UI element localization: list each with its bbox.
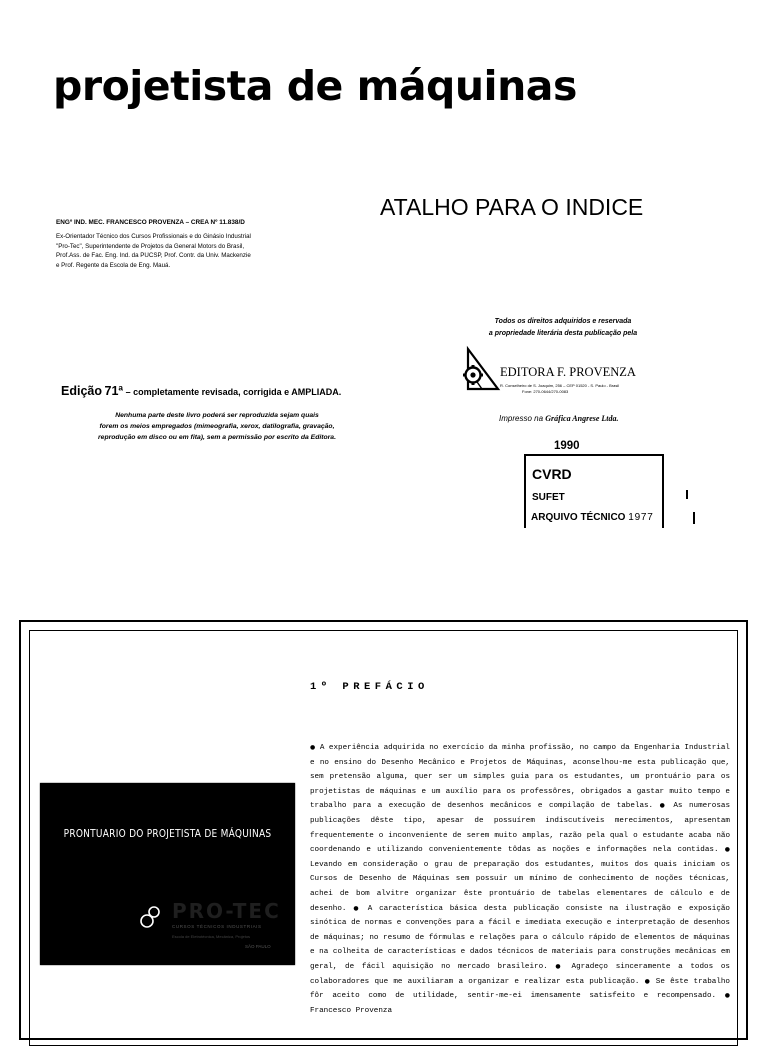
stamp-department: SUFET xyxy=(532,492,565,503)
edition-note: – completamente revisada, corrigida e AMPLIADA. xyxy=(125,387,342,397)
copy-notice-line: forem os meios empregados (mimeografia, xerox, datilografia, gravação, xyxy=(99,422,335,430)
preface-paragraph: A característica básica desta publicação consiste na ilustração e exposição sinótica de normas e convenções para a fácil e imediata execução e interpretação de desenhos de máquinas; no resumo de fórmulas e relações para o cálculo rápido de elementos de máquinas e na colheita de características e dados técnicos de materiais para construções mecânicas em geral, de fácil aquisição no mercado brasileiro. xyxy=(310,904,730,971)
author-credential: Ex-Orientador Técnico dos Cursos Profissionais e do Ginásio Industrial xyxy=(56,232,251,240)
printer-name: Gráfica Angrese Ltda. xyxy=(545,414,619,423)
copy-notice xyxy=(62,411,372,444)
printer-line xyxy=(499,414,619,423)
bullet-icon: ● xyxy=(724,992,730,1000)
cover-title: PRONTUARIO DO PROJETISTA DE MÁQUINAS xyxy=(63,827,272,840)
preface-paragraph: A experiência adquirida no exercício da minha profissão, no campo da Engenharia Industrial e no ensino do Desenho Mecânico e Projetos de Máquinas, aconselhou-me esta publicação que, sem pretensão alguma, quer ser um simples guia para os estudantes, um prontuário para os projetistas de máquinas e um auxílio para os professôres, obrigados a gastar muito tempo e trabalho para a execução de desenhos mecânicos e compilação de tabelas. xyxy=(310,744,730,811)
bullet-icon: ● xyxy=(724,846,731,854)
publisher-name: EDITORA F. PROVENZA xyxy=(500,365,636,379)
book-title: projetista de máquinas xyxy=(53,62,577,110)
bullet-icon: ● xyxy=(659,802,667,810)
cover-brand: PRO-TEC xyxy=(172,899,281,923)
copy-notice-line: reprodução em disco ou em fita), sem a permissão por escrito da Editora. xyxy=(98,433,336,441)
cover-subtitle: CURSOS TÉCNICOS INDUSTRIAIS xyxy=(172,924,262,929)
book-cover-image xyxy=(40,783,295,965)
stamp-mark xyxy=(686,490,688,499)
stamp-organization: CVRD xyxy=(532,466,572,482)
rights-line: Todos os direitos adquiridos e reservada xyxy=(494,318,632,325)
author-block xyxy=(56,218,286,270)
author-credential: Prof.Ass. de Fac. Eng. Ind. da PUCSP, Prof. Contr. da Univ. Mackenzie xyxy=(56,252,251,260)
edition-number: 71ª xyxy=(104,384,124,398)
stamp-mark xyxy=(693,512,695,524)
stamp-archive-number: 1 9 7 7 xyxy=(628,512,652,523)
rights-line: a propriedade literária desta publicação pela xyxy=(488,329,638,337)
author-credential: e Prof. Regente da Escola de Eng. Mauá. xyxy=(56,261,171,269)
library-stamp xyxy=(524,454,664,528)
publisher-logo-icon xyxy=(462,345,502,391)
cover-logo-icon xyxy=(138,901,164,931)
bullet-icon: ● xyxy=(310,744,316,751)
edition-line xyxy=(61,384,341,398)
author-credential: "Pro-Tec", Superintendente de Projetos da General Motors do Brasil, xyxy=(56,242,245,250)
preface-paragraph: Levando em consideração o grau de preparação dos estudantes, muitos dos quais iniciam os Cursos de Desenho de Máquinas sem possuir um mínimo de conhecimento de noções técnicas, achei de bom alvitre organizar êste prontuário de tabelas elementares de cálculo e de desenho. xyxy=(310,860,730,913)
publisher-block xyxy=(462,345,662,395)
preface-paragraph: Se êste trabalho fôr aceito como de utilidade, sentir-me-ei imensamente satisfeito e recompensado. xyxy=(310,977,730,1001)
preface-heading: 1º PREFÁCIO xyxy=(310,681,429,693)
publisher-address-line: R. Conselheiro de S. Joaquim, 256 – CEP 01520 - S. Paulo - Brasil xyxy=(500,383,620,388)
publisher-address xyxy=(500,383,619,395)
cover-subtitle-2: Escola de Eletrotécnica, Mecânica, Projetos xyxy=(172,934,251,939)
shortcut-to-index-link[interactable]: ATALHO PARA O INDICE xyxy=(380,194,644,220)
preface-paragraph: As numerosas publicações dêste tipo, apesar de possuírem indiscutíveis merecimentos, apresentam frequentemente o inconveniente de serem muito amplas, razão pela qual o estudante acaba não coordenando e utilizando convenientemente tôdas as noções e informações nela contidas. xyxy=(310,802,730,855)
cover-city: SÃO PAULO xyxy=(245,944,271,949)
rights-notice xyxy=(463,316,663,339)
preface-paragraph: Agradeço sinceramente a todos os colaboradores que me auxiliaram a organizar e realizar esta publicação. xyxy=(310,962,730,986)
publication-year: 1990 xyxy=(554,440,580,452)
copy-notice-line: Nenhuma parte deste livro poderá ser reproduzida sejam quais xyxy=(115,412,319,419)
bullet-icon: ● xyxy=(353,904,361,912)
preface-body xyxy=(310,741,730,1018)
edition-label: Edição xyxy=(61,384,102,398)
bullet-icon: ● xyxy=(555,962,564,970)
publisher-address-line: Fone: 270-0644/270-0083 xyxy=(522,388,569,394)
stamp-archive-label: ARQUIVO TÉCNICO xyxy=(531,512,626,523)
bullet-icon: ● xyxy=(644,977,651,985)
printer-prefix: Impresso na xyxy=(499,414,544,423)
preface-signature: Francesco Provenza xyxy=(310,1006,393,1015)
stamp-archive xyxy=(531,512,652,523)
author-name: ENGº IND. MEC. FRANCESCO PROVENZA – CREA Nº 11.838/D xyxy=(56,219,245,226)
